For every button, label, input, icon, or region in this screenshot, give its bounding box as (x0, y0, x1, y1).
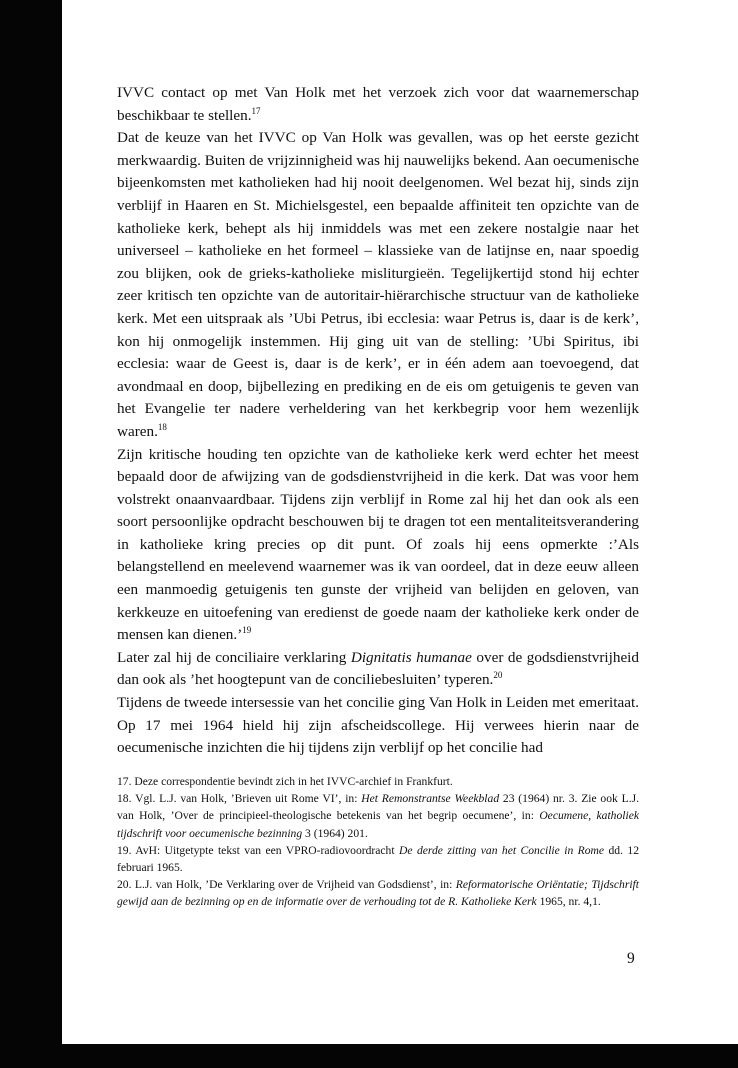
footnote-ref: 18 (157, 421, 167, 432)
italic-text: Het Remonstrantse Weekblad (361, 792, 500, 806)
text-run: 20. L.J. van Holk, ’De Verklaring over de Vrijheid van Godsdienst’, in: (117, 878, 456, 892)
text-run: 17. Deze correspondentie bevindt zich in het IVVC-archief in Frankfurt. (117, 775, 453, 788)
footnote (117, 876, 639, 910)
text-run: Zijn kritische houding ten opzichte van de katholieke kerk werd echter het meest bepaald door de afwijzing van de godsdienstvrijheid in die kerk. Dat was voor hem volstrekt onaanvaardbaar. Tijdens zijn verblijf in Rome zal hij het dan ook als een soort persoonlijke opdracht beschouwen bij te dragen tot een mentaliteitsverandering in katholieke kring precies op dit punt. Of zoals hij eens opmerkte :’Als belangstellend en meelevend waarnemer was ik van oordeel, dat in deze eeuw alleen een manmoedig getuigenis ten gunste der vrijheid van belijden en geloven, van kerkkeuze en uitoefening van eredienst de goede naam der katholieke kerk onder de mensen kan dienen.’ (117, 445, 639, 644)
footnotes (117, 773, 639, 911)
text-run: Later zal hij de conciliaire verklaring (117, 648, 351, 666)
paragraph (117, 127, 639, 443)
italic-text: Dignitatis humanae (350, 648, 472, 666)
text-run: 3 (1964) 201. (302, 826, 368, 840)
footnote (117, 790, 639, 842)
footnote (117, 773, 639, 790)
paragraph (117, 82, 639, 127)
italic-text: Oecumene, katholiek tijdschrift voor oecumenische bezinning (117, 809, 640, 840)
footnote (117, 842, 639, 876)
text-run: IVVC contact op met Van Holk met het verzoek zich voor dat waarnemerschap beschikbaar te stellen. (117, 84, 639, 124)
body-text (117, 82, 639, 760)
paragraph (117, 647, 639, 692)
text-run: over de godsdienstvrijheid dan ook als ’het hoogtepunt van de conciliebesluiten’ typeren. (117, 648, 639, 689)
italic-text: Reformatorische Oriëntatie; Tijdschrift gewijd aan de bezinning op en de informatie over de verhouding tot de R. Katholieke Kerk (117, 878, 639, 909)
paragraph (117, 444, 639, 647)
paragraph (117, 692, 639, 760)
page-body (117, 82, 639, 760)
page-number: 9 (627, 950, 635, 967)
text-run: Tijdens de tweede intersessie van het concilie ging Van Holk in Leiden met emeritaat. Op 17 mei 1964 hield hij zijn afscheidscollege. Hij verwees hierin naar de oecumenische inzichten die hij tijdens zijn verblijf op het concilie had (117, 694, 639, 757)
italic-text: De derde zitting van het Concilie in Rome (399, 843, 605, 857)
footnote-ref: 20 (493, 670, 503, 681)
text-run: 23 (1964) nr. 3. Zie ook L.J. van Holk, ’Over de principieel-theologische betekenis van het begrip oecumene’, in: (117, 792, 640, 823)
text-run: Dat de keuze van het IVVC op Van Holk was gevallen, was op het eerste gezicht merkwaardig. Buiten de vrijzinnigheid was hij nauwelijks bekend. Aan oecumenische bijeenkomsten met katholieken had hij nooit deelgenomen. Wel bezat hij, sinds zijn verblijf in Haaren en St. Michielsgestel, een bepaalde affiniteit ten opzichte van de katholieke kerk, behept als hij inmiddels was met een zekere nostalgie naar het universeel – katholieke en het formeel – klassieke van de latijnse en, naar spoedig zou blijken, ook de grieks-katholieke misliturgieën. Tegelijkertijd stond hij echter zeer kritisch ten opzichte van de autoritair-hiërarchische structuur van de katholieke kerk. Met een uitspraak als ’Ubi Petrus, ibi ecclesia: waar Petrus is, daar is de kerk’, kon hij onmogelijk instemmen. Hij ging uit van de stelling: ’Ubi Spiritus, ibi ecclesia: waar de Geest is, daar is de kerk’, er in één adem aan toevoegend, dat avondmaal en doop, bijbellezing en prediking en de eis om getuigenis te geven van het Evangelie ter nadere verheldering van het kerkbegrip voor hem wezenlijk waren. (117, 129, 639, 440)
text-run: dd. 12 februari 1965. (117, 843, 639, 875)
scan-border-left (0, 0, 62, 1068)
text-run: 18. Vgl. L.J. van Holk, ’Brieven uit Rome VI’, in: (117, 792, 362, 806)
footnote-ref: 19 (242, 625, 252, 636)
footnote-ref: 17 (251, 105, 261, 116)
text-run: 19. AvH: Uitgetypte tekst van een VPRO-radiovoordracht (117, 843, 400, 857)
text-run: 1965, nr. 4,1. (536, 895, 601, 909)
scan-border-bottom (0, 1044, 738, 1068)
